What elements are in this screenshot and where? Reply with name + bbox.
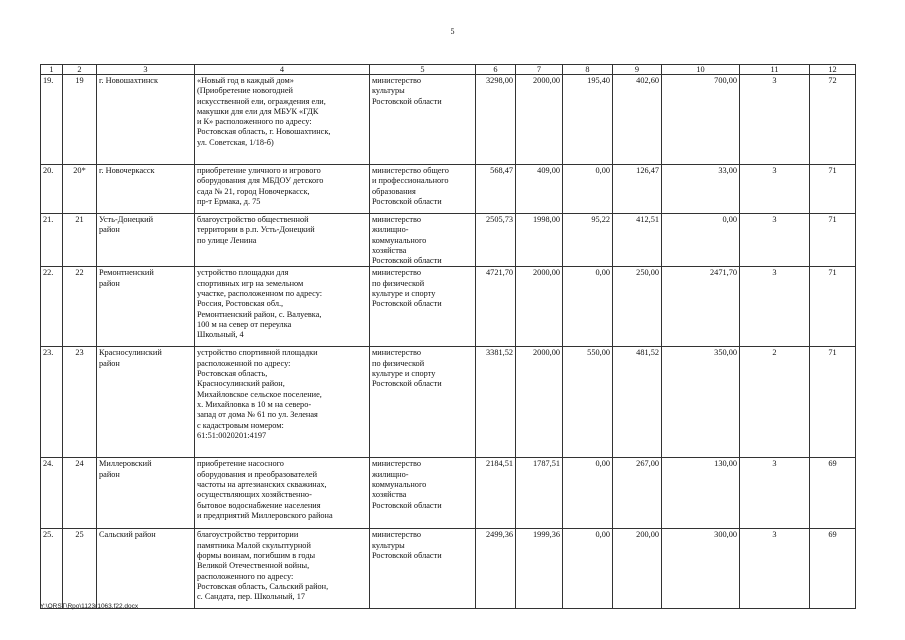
local-budget-a-cell: 550,00 bbox=[563, 347, 613, 458]
project-number-cell: 23 bbox=[63, 347, 97, 458]
extra-funds-cell: 700,00 bbox=[662, 75, 740, 165]
regional-budget-cell: 1999,36 bbox=[516, 529, 563, 609]
score-b-cell: 71 bbox=[810, 165, 856, 214]
project-number-cell: 19 bbox=[63, 75, 97, 165]
local-budget-b-cell: 481,52 bbox=[613, 347, 662, 458]
extra-funds-cell: 2471,70 bbox=[662, 267, 740, 347]
table-row bbox=[41, 347, 856, 458]
regional-budget-cell: 409,00 bbox=[516, 165, 563, 214]
row-number-cell: 22. bbox=[41, 267, 63, 347]
extra-funds-cell: 0,00 bbox=[662, 214, 740, 267]
score-a-cell: 3 bbox=[740, 165, 810, 214]
table-row bbox=[41, 458, 856, 529]
column-number-row bbox=[41, 65, 856, 75]
row-number-cell: 21. bbox=[41, 214, 63, 267]
page-number: 5 bbox=[450, 27, 455, 36]
regional-budget-cell: 2000,00 bbox=[516, 267, 563, 347]
ministry-cell: министерство культуры Ростовской области bbox=[370, 75, 476, 165]
municipality-cell: Усть-Донецкий район bbox=[97, 214, 195, 267]
local-budget-a-cell: 0,00 bbox=[563, 458, 613, 529]
local-budget-b-cell: 200,00 bbox=[613, 529, 662, 609]
total-cost-cell: 3381,52 bbox=[476, 347, 516, 458]
score-a-cell: 3 bbox=[740, 458, 810, 529]
score-a-cell: 3 bbox=[740, 529, 810, 609]
score-a-cell: 3 bbox=[740, 214, 810, 267]
project-description-cell: приобретение насосного оборудования и преобразователей частоты на артезианских скважинах, осуществляющих хозяйственно- бытовое водоснабжение населения и предприятий Миллеровского района bbox=[195, 458, 370, 529]
municipality-cell: Миллеровский район bbox=[97, 458, 195, 529]
score-b-cell: 71 bbox=[810, 214, 856, 267]
score-a-cell: 3 bbox=[740, 75, 810, 165]
local-budget-b-cell: 412,51 bbox=[613, 214, 662, 267]
project-number-cell: 22 bbox=[63, 267, 97, 347]
score-b-cell: 72 bbox=[810, 75, 856, 165]
total-cost-cell: 2505,73 bbox=[476, 214, 516, 267]
local-budget-a-cell: 95,22 bbox=[563, 214, 613, 267]
ministry-cell: министерство по физической культуре и спорту Ростовской области bbox=[370, 347, 476, 458]
project-description-cell: благоустройство территории памятника Малой скульптурной формы воинам, погибшим в годы Великой Отечественной войны, расположенного по адресу: Ростовская область, Сальский район, с. Сандата, пер. Школьный, 17 bbox=[195, 529, 370, 609]
local-budget-a-cell: 195,40 bbox=[563, 75, 613, 165]
municipality-cell: Ремонтненский район bbox=[97, 267, 195, 347]
regional-budget-cell: 2000,00 bbox=[516, 347, 563, 458]
total-cost-cell: 3298,00 bbox=[476, 75, 516, 165]
local-budget-a-cell: 0,00 bbox=[563, 165, 613, 214]
project-description-cell: устройство площадки для спортивных игр на земельном участке, расположенном по адресу: Россия, Ростовская обл., Ремонтненский район, с. Валуевка, 100 м на север от переулка Школьный, 4 bbox=[195, 267, 370, 347]
project-number-cell: 20* bbox=[63, 165, 97, 214]
local-budget-b-cell: 126,47 bbox=[613, 165, 662, 214]
project-description-cell: «Новый год в каждый дом» (Приобретение новогодней искусственной ели, ограждения ели, макушки для ели для МБУК «ГДК и К» расположенного по адресу: Ростовская область, г. Новошахтинск, ул. Советская, 1/18-б) bbox=[195, 75, 370, 165]
row-number-cell: 23. bbox=[41, 347, 63, 458]
total-cost-cell: 2184,51 bbox=[476, 458, 516, 529]
total-cost-cell: 4721,70 bbox=[476, 267, 516, 347]
column-header: 4 bbox=[195, 65, 370, 75]
column-header: 11 bbox=[740, 65, 810, 75]
ministry-cell: министерство жилищно- коммунального хозяйства Ростовской области bbox=[370, 458, 476, 529]
ministry-cell: министерство по физической культуре и спорту Ростовской области bbox=[370, 267, 476, 347]
ministry-cell: министерство культуры Ростовской области bbox=[370, 529, 476, 609]
row-number-cell: 24. bbox=[41, 458, 63, 529]
local-budget-b-cell: 250,00 bbox=[613, 267, 662, 347]
extra-funds-cell: 350,00 bbox=[662, 347, 740, 458]
score-b-cell: 69 bbox=[810, 529, 856, 609]
table-row bbox=[41, 165, 856, 214]
row-number-cell: 19. bbox=[41, 75, 63, 165]
column-header: 10 bbox=[662, 65, 740, 75]
score-b-cell: 69 bbox=[810, 458, 856, 529]
ministry-cell: министерство жилищно- коммунального хозяйства Ростовской области bbox=[370, 214, 476, 267]
row-number-cell: 20. bbox=[41, 165, 63, 214]
column-header: 12 bbox=[810, 65, 856, 75]
project-description-cell: благоустройство общественной территории в р.п. Усть-Донецкий по улице Ленина bbox=[195, 214, 370, 267]
municipality-cell: Сальский район bbox=[97, 529, 195, 609]
municipality-cell: г. Новошахтинск bbox=[97, 75, 195, 165]
ministry-cell: министерство общего и профессионального образования Ростовской области bbox=[370, 165, 476, 214]
project-number-cell: 21 bbox=[63, 214, 97, 267]
column-header: 1 bbox=[41, 65, 63, 75]
local-budget-b-cell: 267,00 bbox=[613, 458, 662, 529]
column-header: 9 bbox=[613, 65, 662, 75]
column-header: 5 bbox=[370, 65, 476, 75]
column-header: 8 bbox=[563, 65, 613, 75]
column-header: 6 bbox=[476, 65, 516, 75]
total-cost-cell: 568,47 bbox=[476, 165, 516, 214]
project-description-cell: приобретение уличного и игрового оборудования для МБДОУ детского сада № 21, город Новочеркасск, пр-т Ермака, д. 75 bbox=[195, 165, 370, 214]
project-number-cell: 25 bbox=[63, 529, 97, 609]
score-b-cell: 71 bbox=[810, 347, 856, 458]
municipality-cell: г. Новочеркасск bbox=[97, 165, 195, 214]
table-row bbox=[41, 214, 856, 267]
project-description-cell: устройство спортивной площадки расположенной по адресу: Ростовская область, Красносулинский район, Михайловское сельское поселение, х. Михайловка в 10 м на северо- запад от дома № 61 по ул. Зеленая с кадастровым номером: 61:51:0020201:4197 bbox=[195, 347, 370, 458]
regional-budget-cell: 2000,00 bbox=[516, 75, 563, 165]
local-budget-a-cell: 0,00 bbox=[563, 529, 613, 609]
table-row bbox=[41, 75, 856, 165]
score-a-cell: 2 bbox=[740, 347, 810, 458]
score-a-cell: 3 bbox=[740, 267, 810, 347]
extra-funds-cell: 130,00 bbox=[662, 458, 740, 529]
local-budget-a-cell: 0,00 bbox=[563, 267, 613, 347]
regional-budget-cell: 1998,00 bbox=[516, 214, 563, 267]
score-b-cell: 71 bbox=[810, 267, 856, 347]
table-row bbox=[41, 267, 856, 347]
file-path-footer: Y:\ORST\Rpo\1123r1063.f22.docx bbox=[40, 603, 139, 610]
project-number-cell: 24 bbox=[63, 458, 97, 529]
municipality-cell: Красносулинский район bbox=[97, 347, 195, 458]
column-header: 3 bbox=[97, 65, 195, 75]
column-header: 7 bbox=[516, 65, 563, 75]
table-row bbox=[41, 529, 856, 609]
extra-funds-cell: 33,00 bbox=[662, 165, 740, 214]
extra-funds-cell: 300,00 bbox=[662, 529, 740, 609]
appendix-table bbox=[40, 64, 856, 609]
local-budget-b-cell: 402,60 bbox=[613, 75, 662, 165]
total-cost-cell: 2499,36 bbox=[476, 529, 516, 609]
column-header: 2 bbox=[63, 65, 97, 75]
regional-budget-cell: 1787,51 bbox=[516, 458, 563, 529]
row-number-cell: 25. bbox=[41, 529, 63, 609]
